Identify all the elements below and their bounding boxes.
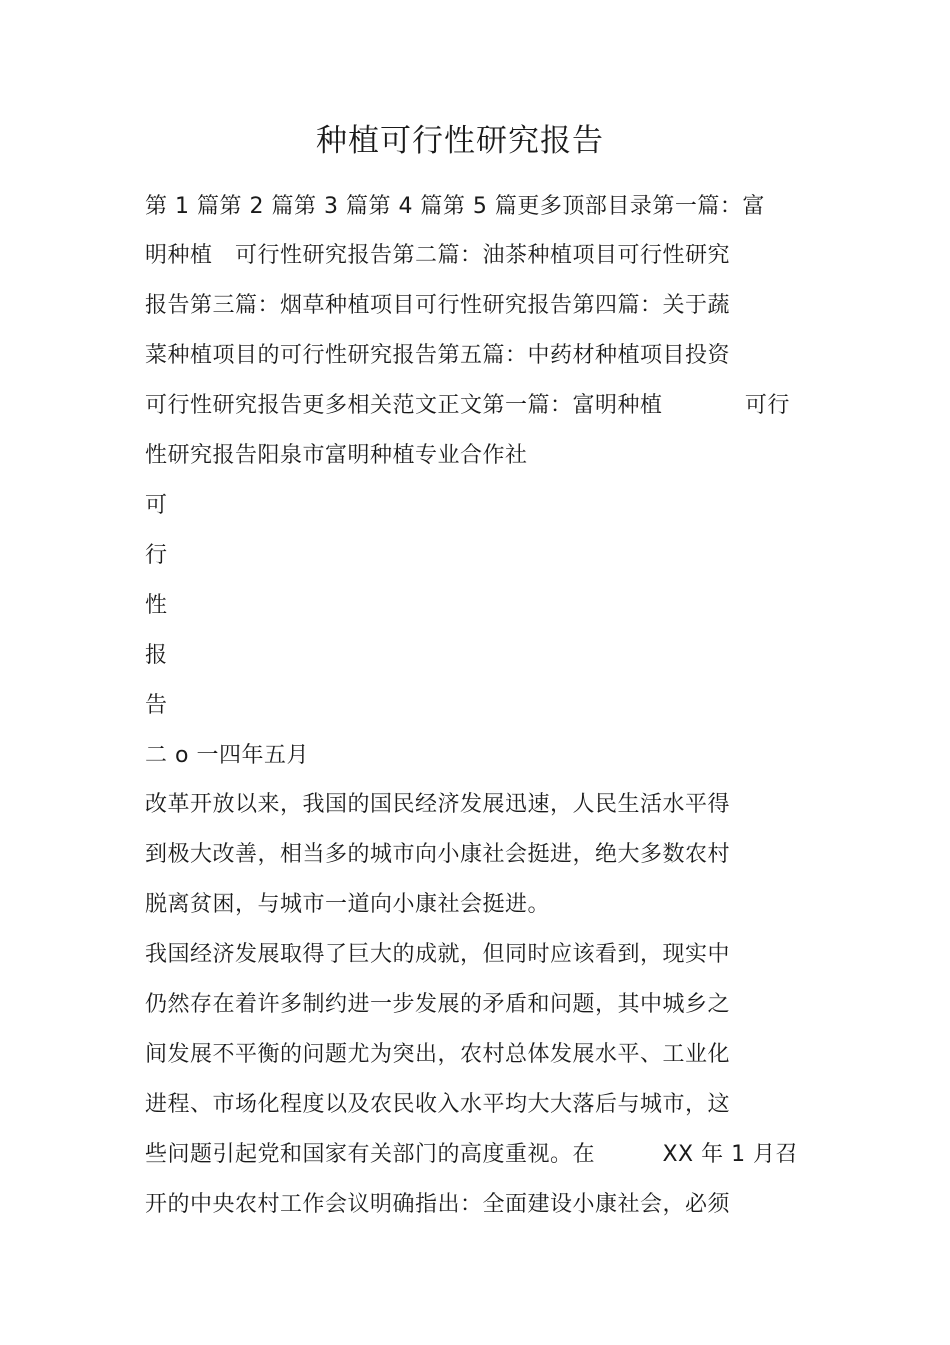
text-line: 行 bbox=[145, 543, 168, 568]
text-line: 间发展不平衡的问题尤为突出，农村总体发展水平、工业化 bbox=[145, 1042, 731, 1067]
text-line: 可行性研究报告更多相关范文正文第一篇：富明种植 可行 bbox=[145, 393, 790, 418]
text-line: 告 bbox=[145, 693, 168, 718]
text-line: 我国经济发展取得了巨大的成就，但同时应该看到，现实中 bbox=[145, 942, 731, 967]
text-line: 改革开放以来，我国的国民经济发展迅速，人民生活水平得 bbox=[145, 792, 731, 817]
text-line: 明种植 可行性研究报告第二篇：油茶种植项目可行性研究 bbox=[145, 243, 730, 268]
text-line: 报 bbox=[145, 643, 168, 668]
text-line: 可 bbox=[145, 493, 168, 518]
text-line: 脱离贫困，与城市一道向小康社会挺进。 bbox=[145, 892, 551, 917]
text-line: 第 1 篇第 2 篇第 3 篇第 4 篇第 5 篇更多顶部目录第一篇：富 bbox=[145, 194, 765, 219]
date-line: 二 o 一四年五月 bbox=[145, 743, 309, 768]
text-line: 仍然存在着许多制约进一步发展的矛盾和问题，其中城乡之 bbox=[145, 992, 731, 1017]
text-line: 些问题引起党和国家有关部门的高度重视。在 XX 年 1 月召 bbox=[145, 1142, 799, 1167]
text-line: 到极大改善，相当多的城市向小康社会挺进，绝大多数农村 bbox=[145, 842, 731, 867]
document-title: 种植可行性研究报告 bbox=[316, 123, 604, 159]
text-line: 开的中央农村工作会议明确指出：全面建设小康社会，必须 bbox=[145, 1192, 731, 1217]
text-line: 进程、市场化程度以及农民收入水平均大大落后与城市，这 bbox=[145, 1092, 731, 1117]
text-line: 报告第三篇：烟草种植项目可行性研究报告第四篇：关于蔬 bbox=[145, 293, 731, 318]
text-line: 菜种植项目的可行性研究报告第五篇：中药材种植项目投资 bbox=[145, 343, 731, 368]
text-line: 性 bbox=[145, 593, 168, 618]
text-line: 性研究报告阳泉市富明种植专业合作社 bbox=[145, 443, 528, 468]
